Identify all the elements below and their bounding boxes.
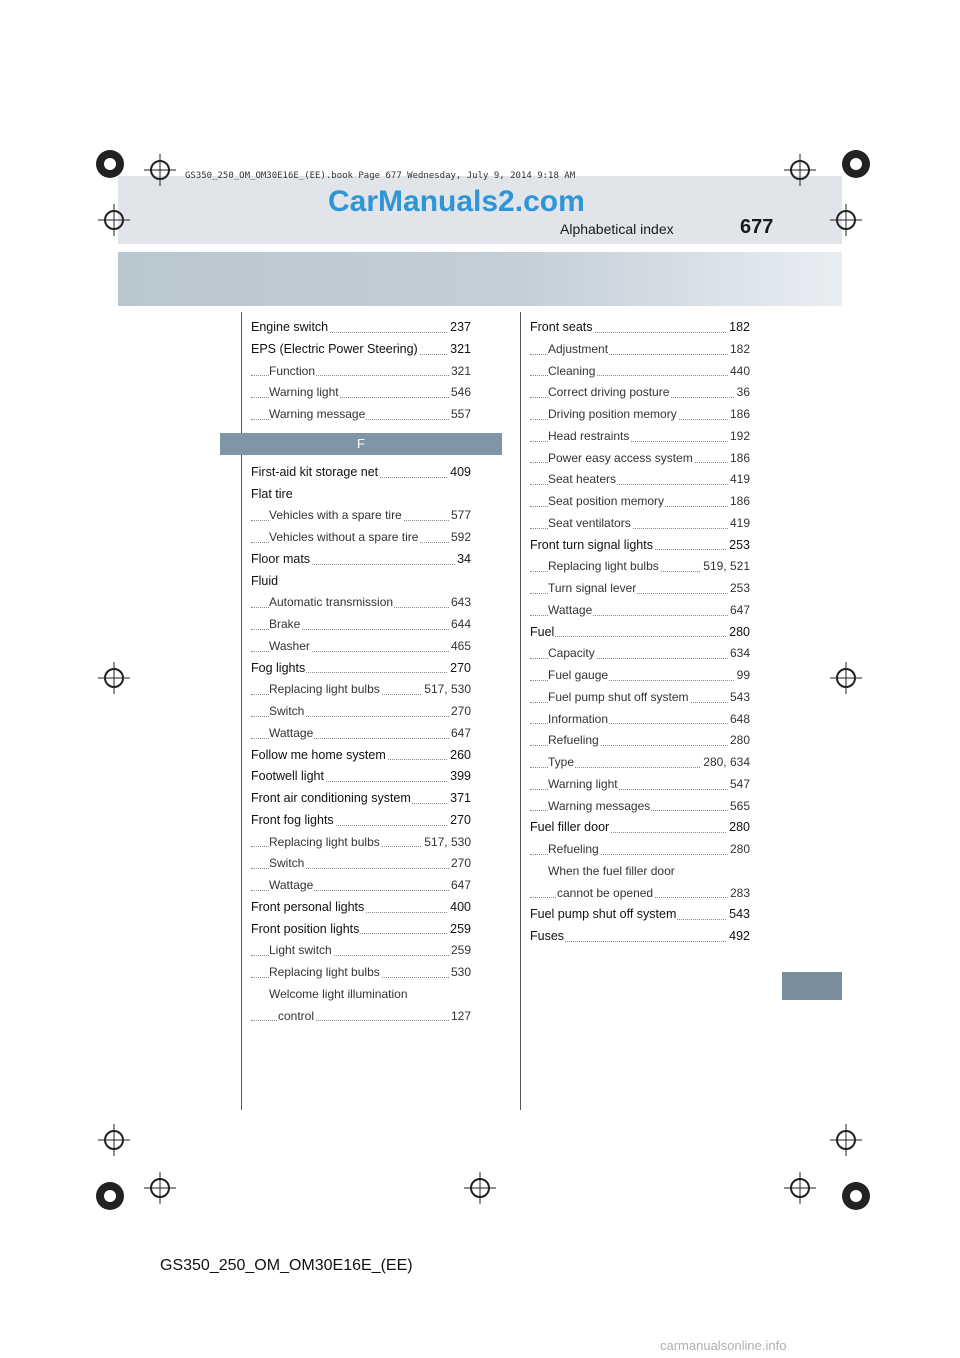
index-entry-text: Power easy access system xyxy=(548,450,693,465)
index-entry-text: When the fuel filler door xyxy=(548,863,675,878)
index-entry-text: Vehicles without a spare tire xyxy=(269,530,419,544)
index-entry xyxy=(530,752,750,774)
footer-code: GS350_250_OM_OM30E16E_(EE) xyxy=(160,1257,413,1274)
index-column-right xyxy=(530,317,750,948)
index-entry xyxy=(530,556,750,578)
index-entry-text: Adjustment xyxy=(548,341,609,356)
index-entry-text: Switch xyxy=(269,856,305,871)
index-entry xyxy=(251,723,471,745)
index-entry-page[interactable]: 647 xyxy=(728,600,750,622)
index-entry-page[interactable]: 321 xyxy=(448,339,471,361)
index-entry-page[interactable]: 519, 521 xyxy=(701,556,750,578)
index-entry xyxy=(530,643,750,665)
index-entry-text: Warning light xyxy=(548,776,618,791)
registration-mark-icon xyxy=(84,1170,144,1230)
index-entry-text: Wattage xyxy=(269,878,314,892)
registration-mark-icon xyxy=(830,138,890,198)
index-entry-text: Replacing light bulbs xyxy=(269,682,380,697)
index-entry xyxy=(251,766,471,788)
index-entry-text: Refueling xyxy=(548,842,599,856)
index-entry xyxy=(251,853,471,875)
index-entry-text: Footwell light xyxy=(251,769,324,784)
index-entry-text: Head restraints xyxy=(548,428,630,443)
index-entry-page[interactable]: 592 xyxy=(449,527,471,549)
index-entry xyxy=(251,810,471,832)
index-entry xyxy=(251,701,471,723)
index-entry xyxy=(251,832,471,854)
index-entry-page[interactable]: 270 xyxy=(448,810,471,832)
index-entry-text: Wattage xyxy=(269,725,314,740)
index-entry-text: Follow me home system xyxy=(251,747,386,762)
index-entry-text: Fuel gauge xyxy=(548,668,609,682)
index-entry-text: Type xyxy=(548,755,575,769)
crosshair-icon xyxy=(826,1120,866,1160)
index-entry-page[interactable]: 543 xyxy=(728,687,750,709)
index-entry-text: Front seats xyxy=(530,320,593,334)
index-entry xyxy=(251,897,471,919)
index-entry xyxy=(530,339,750,361)
registration-mark-icon xyxy=(84,138,144,198)
index-entry-page[interactable]: 186 xyxy=(728,404,750,426)
index-entry-text: Replacing light bulbs xyxy=(269,965,380,979)
index-entry xyxy=(530,382,750,404)
index-entry-text: Fuses xyxy=(530,929,565,943)
index-entry xyxy=(530,317,750,339)
index-entry-text: Washer xyxy=(269,638,310,653)
index-entry-page[interactable]: 647 xyxy=(449,723,471,745)
index-entry xyxy=(530,469,750,491)
index-entry xyxy=(251,404,471,426)
index-entry-page[interactable]: 400 xyxy=(448,897,471,919)
book-info-line: GS350_250_OM_OM30E16E_(EE).book Page 677 Wednesday, July 9, 2014 9:18 AM xyxy=(185,171,576,181)
index-entry-text: Front turn signal lights xyxy=(530,537,653,552)
index-entry xyxy=(530,730,750,752)
index-entry xyxy=(251,549,471,571)
index-entry xyxy=(251,679,471,701)
index-entry-page[interactable]: 253 xyxy=(727,535,750,557)
index-entry xyxy=(530,578,750,600)
index-entry-page[interactable]: 465 xyxy=(449,636,471,658)
index-entry-text: Warning light xyxy=(269,385,339,400)
index-entry xyxy=(251,940,471,962)
crosshair-icon xyxy=(826,200,866,240)
dot-leader xyxy=(530,636,750,637)
index-entry xyxy=(530,404,750,426)
index-entry-page[interactable]: 253 xyxy=(728,578,750,600)
index-entry xyxy=(530,665,750,687)
index-entry-page[interactable]: 36 xyxy=(735,382,750,404)
index-entry-text: Floor mats xyxy=(251,551,311,566)
index-entry-page[interactable]: 186 xyxy=(728,491,750,513)
index-entry-text: Front position lights xyxy=(251,921,360,936)
index-entry-page[interactable]: 371 xyxy=(448,788,471,810)
registration-mark-icon xyxy=(830,1170,890,1230)
index-entry-text: Fluid xyxy=(251,573,279,588)
index-entry-page[interactable]: 321 xyxy=(449,361,471,383)
index-entry xyxy=(530,491,750,513)
index-entry-page[interactable]: 530 xyxy=(449,962,471,984)
index-entry-text: control xyxy=(278,1008,315,1023)
index-entry-page[interactable]: 644 xyxy=(449,614,471,636)
index-entry-page[interactable]: 543 xyxy=(727,904,750,926)
index-entry-text: Cleaning xyxy=(548,363,596,378)
index-entry xyxy=(251,745,471,767)
crosshair-icon xyxy=(460,1168,500,1208)
index-entry-page[interactable]: 186 xyxy=(728,448,750,470)
index-entry xyxy=(530,687,750,709)
index-entry xyxy=(251,571,471,593)
index-entry-text: Replacing light bulbs xyxy=(269,834,380,849)
index-entry-page[interactable]: 419 xyxy=(728,469,750,491)
left-column-rule xyxy=(241,312,242,1110)
index-entry-text: Turn signal lever xyxy=(548,581,637,595)
index-entry-text: Function xyxy=(269,363,316,378)
index-entry-page[interactable]: 419 xyxy=(728,513,750,535)
index-entry-text: Warning message xyxy=(269,407,366,421)
index-entry-page[interactable]: 182 xyxy=(727,317,750,339)
page-number: 677 xyxy=(740,216,774,238)
index-entry-text: Information xyxy=(548,711,609,726)
index-entry-page[interactable]: 259 xyxy=(449,940,471,962)
index-entry xyxy=(251,317,471,339)
index-entry xyxy=(251,788,471,810)
index-entry xyxy=(251,636,471,658)
index-entry-page[interactable]: 237 xyxy=(448,317,471,339)
index-entry-page[interactable]: 409 xyxy=(448,462,471,484)
index-entry-text: Flat tire xyxy=(251,486,293,501)
index-entry-text: Warning messages xyxy=(548,798,651,813)
index-entry-page[interactable]: 643 xyxy=(449,592,471,614)
index-entry-page[interactable]: 492 xyxy=(727,926,750,948)
index-entry-text: Welcome light illumination xyxy=(269,986,408,1001)
index-entry-text: Engine switch xyxy=(251,320,329,334)
index-entry-page[interactable]: 280, 634 xyxy=(701,752,750,774)
index-entry xyxy=(251,462,471,484)
index-entry xyxy=(530,926,750,948)
index-entry xyxy=(251,875,471,897)
index-entry-page[interactable]: 259 xyxy=(448,919,471,941)
index-entry-text: First-aid kit storage net xyxy=(251,464,379,479)
index-entry-page[interactable]: 440 xyxy=(728,361,750,383)
index-entry-page[interactable]: 192 xyxy=(728,426,750,448)
crosshair-icon xyxy=(94,200,134,240)
index-entry-text: Switch xyxy=(269,704,305,718)
site-watermark-top[interactable]: CarManuals2.com xyxy=(328,185,585,218)
index-entry-text: Automatic transmission xyxy=(269,595,394,610)
index-entry-text: Seat ventilators xyxy=(548,515,631,530)
index-entry-text: Correct driving posture xyxy=(548,385,670,400)
index-entry-text: Light switch xyxy=(269,943,332,958)
index-entry-text: Seat position memory xyxy=(548,494,665,508)
page-title: Alphabetical index xyxy=(560,221,674,237)
index-entry xyxy=(530,361,750,383)
index-entry-text: Replacing light bulbs xyxy=(548,559,659,574)
index-entry-text: Seat heaters xyxy=(548,472,617,487)
index-entry-text: EPS (Electric Power Steering) xyxy=(251,341,418,356)
index-entry-page[interactable]: 260 xyxy=(448,745,471,767)
index-entry-page[interactable]: 34 xyxy=(455,549,471,571)
index-entry-text: cannot be opened xyxy=(557,885,654,900)
index-entry xyxy=(530,904,750,926)
crosshair-icon xyxy=(140,1168,180,1208)
index-entry xyxy=(251,361,471,383)
index-entry-page[interactable]: 647 xyxy=(449,875,471,897)
index-entry xyxy=(251,484,471,506)
index-entry-text: Fuel pump shut off system xyxy=(530,907,677,922)
index-entry-page[interactable]: 565 xyxy=(728,796,750,818)
index-entry xyxy=(530,513,750,535)
index-entry xyxy=(530,426,750,448)
index-entry-text: Fog lights xyxy=(251,660,306,675)
index-entry-text: Capacity xyxy=(548,646,595,661)
index-entry-text: Brake xyxy=(269,617,301,631)
index-entry xyxy=(251,527,471,549)
header-accent-band xyxy=(118,252,842,306)
index-entry-text: Vehicles with a spare tire xyxy=(269,508,402,523)
index-entry-text: Front personal lights xyxy=(251,899,365,914)
index-entry xyxy=(530,709,750,731)
index-entry-page[interactable]: 182 xyxy=(728,339,750,361)
index-entry-page[interactable]: 270 xyxy=(449,853,471,875)
index-entry xyxy=(251,339,471,361)
index-entry-page[interactable]: 280 xyxy=(728,839,750,861)
index-entry-text: Front air conditioning system xyxy=(251,791,411,805)
index-entry xyxy=(530,883,750,905)
middle-column-rule xyxy=(520,312,521,1110)
index-entry-text: Fuel filler door xyxy=(530,820,610,835)
index-entry xyxy=(251,592,471,614)
index-entry xyxy=(251,614,471,636)
index-entry xyxy=(530,600,750,622)
index-entry xyxy=(251,962,471,984)
index-entry xyxy=(251,919,471,941)
index-entry-page[interactable]: 280 xyxy=(728,730,750,752)
crosshair-icon xyxy=(94,658,134,698)
index-entry xyxy=(530,622,750,644)
index-entry-page[interactable]: 577 xyxy=(449,505,471,527)
section-letter-f: F xyxy=(220,433,502,455)
index-entry-page[interactable]: 283 xyxy=(728,883,750,905)
index-entry-page[interactable]: 280 xyxy=(727,817,750,839)
index-entry-page[interactable]: 547 xyxy=(728,774,750,796)
crosshair-icon xyxy=(780,150,820,190)
index-entry xyxy=(530,817,750,839)
index-entry-text: Driving position memory xyxy=(548,407,677,421)
index-entry-page[interactable]: 517, 530 xyxy=(422,832,471,854)
index-column-left xyxy=(251,317,471,1027)
crosshair-icon xyxy=(94,1120,134,1160)
index-entry-page[interactable]: 280 xyxy=(727,622,750,644)
index-entry xyxy=(530,861,750,883)
index-entry-page[interactable]: 648 xyxy=(728,709,750,731)
crosshair-icon xyxy=(780,1168,820,1208)
index-entry-page[interactable]: 399 xyxy=(448,766,471,788)
index-entry xyxy=(530,774,750,796)
index-entry-text: Fuel xyxy=(530,624,555,639)
index-entry-page[interactable]: 99 xyxy=(735,665,750,687)
index-entry-page[interactable]: 517, 530 xyxy=(422,679,471,701)
index-entry xyxy=(251,984,471,1006)
site-watermark-bottom[interactable]: carmanualsonline.info xyxy=(660,1338,787,1353)
index-entry xyxy=(251,658,471,680)
index-entry xyxy=(530,796,750,818)
crosshair-icon xyxy=(140,150,180,190)
index-entry-page[interactable]: 557 xyxy=(449,404,471,426)
index-entry-page[interactable]: 634 xyxy=(728,643,750,665)
index-entry xyxy=(530,448,750,470)
index-entry-text: Fuel pump shut off system xyxy=(548,689,689,704)
crosshair-icon xyxy=(826,658,866,698)
index-entry-text: Refueling xyxy=(548,733,599,748)
index-entry-text: Front fog lights xyxy=(251,812,334,827)
index-entry-page[interactable]: 546 xyxy=(449,382,471,404)
index-entry-text: Wattage xyxy=(548,602,593,617)
index-entry-page[interactable]: 270 xyxy=(449,701,471,723)
index-entry xyxy=(251,1006,471,1028)
index-entry-page[interactable]: 127 xyxy=(449,1006,471,1028)
index-entry xyxy=(530,839,750,861)
index-entry xyxy=(530,535,750,557)
index-entry xyxy=(251,382,471,404)
thumb-index-tab xyxy=(782,972,842,1000)
index-entry xyxy=(251,505,471,527)
index-entry-page[interactable]: 270 xyxy=(448,658,471,680)
